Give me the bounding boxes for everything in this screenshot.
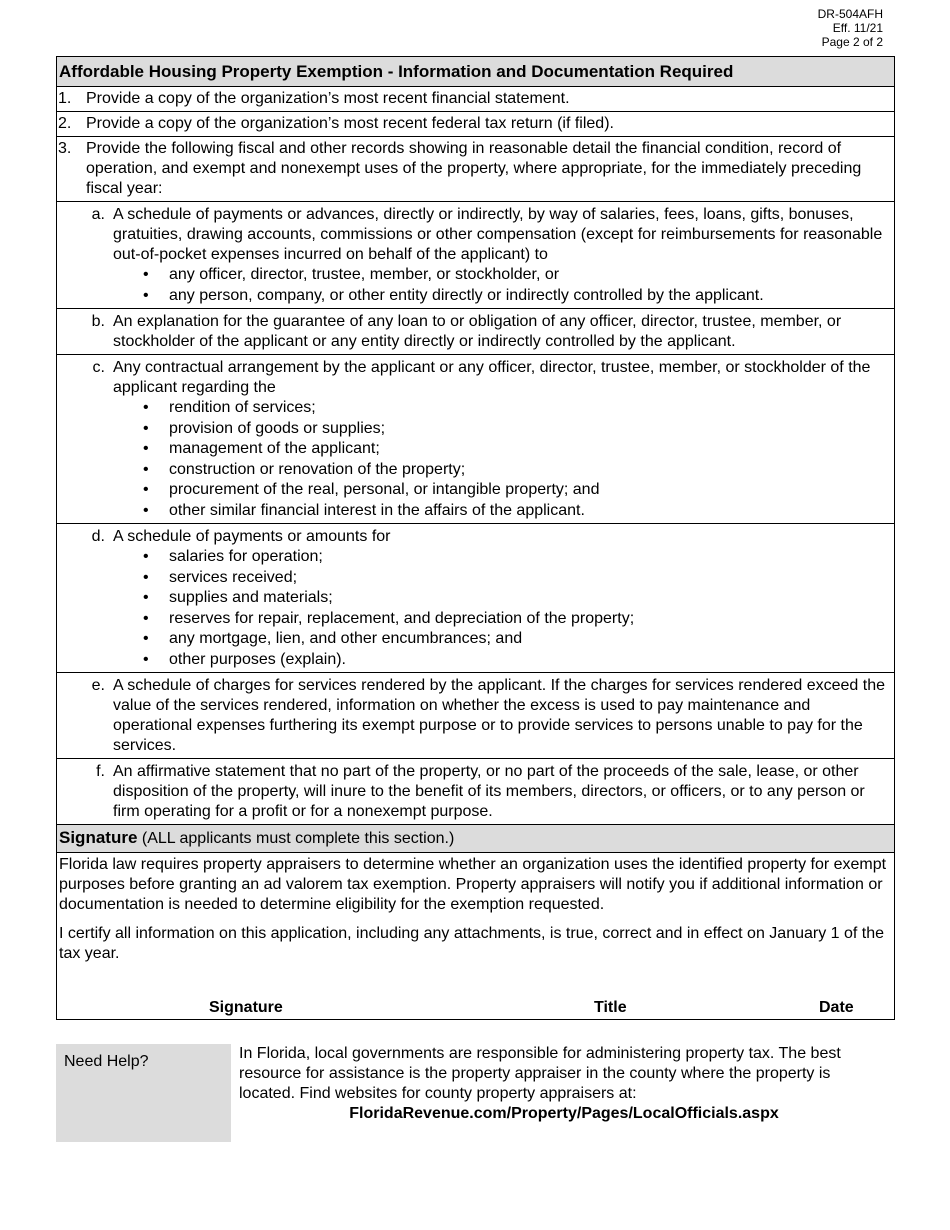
title-label: Title — [594, 999, 627, 1016]
item-row-3 — [57, 137, 894, 202]
subitem-text: An affirmative statement that no part of the property, or no part of the proceeds of the sale, lease, or other disposition of the property, will inure to the benefit of its members, directors, or officers, or to any person or firm operating for a profit or for a nonexempt purpose. — [113, 763, 865, 820]
signature-heading: Signature — [59, 828, 138, 847]
subitem-row-b — [57, 309, 894, 355]
item-row-2 — [57, 112, 894, 137]
subitem-letter: f. — [96, 763, 105, 780]
form-code: DR-504AFH — [817, 7, 883, 21]
signature-heading-note: (ALL applicants must complete this section.) — [141, 830, 455, 847]
bullet-item: • any officer, director, trustee, member, or stockholder, or — [113, 265, 890, 286]
subitem-letter: e. — [91, 677, 105, 694]
bullet-list — [113, 398, 890, 521]
subitem-row-a — [57, 202, 894, 309]
bullet-item: • reserves for repair, replacement, and depreciation of the property; — [113, 609, 890, 630]
help-text-block — [239, 1044, 889, 1124]
subitem-letter: b. — [91, 313, 105, 330]
subitem-row-f — [57, 759, 894, 825]
signature-section-body — [57, 853, 894, 1019]
subitem-letter: d. — [91, 528, 105, 545]
date-label: Date — [819, 999, 854, 1016]
subitem-text: A schedule of payments or advances, directly or indirectly, by way of salaries, fees, loans, gifts, bonuses, gratuities, drawing accounts, commissions or other compensation (except for reimbursements for reasonable out-of-pocket expenses incurred on behalf of the applicant) to — [113, 206, 883, 263]
signature-notice: Florida law requires property appraisers to determine whether an organization uses the identified property for exempt purposes before granting an ad valorem tax exemption. Property appraisers will notify you if additional information or documentation is needed to determine eligibility for the exemption requested. — [59, 856, 887, 913]
requirements-table — [56, 56, 895, 1020]
bullet-item: • any person, company, or other entity directly or indirectly controlled by the applicant. — [113, 286, 890, 307]
bullet-item: • services received; — [113, 568, 890, 589]
bullet-item: • any mortgage, lien, and other encumbrances; and — [113, 629, 890, 650]
bullet-item: • procurement of the real, personal, or intangible property; and — [113, 480, 890, 501]
bullet-list — [113, 265, 890, 306]
help-label: Need Help? — [64, 1053, 149, 1070]
bullet-list — [113, 547, 890, 670]
help-text: In Florida, local governments are responsible for administering property tax. The best resource for assistance is the property appraiser in the county where the property is located. Find websites for county property appraisers at: — [239, 1045, 841, 1102]
bullet-item: • construction or renovation of the property; — [113, 460, 890, 481]
subitem-text: An explanation for the guarantee of any loan to or obligation of any officer, director, trustee, member, or stockholder of the applicant or any entity directly or indirectly controlled by the applicant. — [113, 313, 842, 350]
item-text: Provide a copy of the organization’s most recent financial statement. — [86, 90, 570, 107]
signature-section-header — [57, 825, 894, 853]
form-effective-date: Eff. 11/21 — [832, 21, 883, 35]
subitem-text: Any contractual arrangement by the applicant or any officer, director, trustee, member, or stockholder of the applicant regarding the — [113, 359, 871, 396]
bullet-item: • supplies and materials; — [113, 588, 890, 609]
signature-line[interactable] — [57, 998, 894, 1018]
subitem-row-c — [57, 355, 894, 524]
page-number: Page 2 of 2 — [821, 35, 883, 49]
bullet-item: • rendition of services; — [113, 398, 890, 419]
item-number: 1. — [58, 90, 72, 107]
item-text: Provide the following fiscal and other records showing in reasonable detail the financial condition, record of operation, and exempt and nonexempt uses of the property, where appropriate, for the immediately preceding fiscal year: — [86, 140, 862, 197]
subitem-letter: c. — [92, 359, 105, 376]
bullet-item: • management of the applicant; — [113, 439, 890, 460]
subitem-row-e — [57, 673, 894, 759]
bullet-item: • salaries for operation; — [113, 547, 890, 568]
subitem-text: A schedule of payments or amounts for — [113, 528, 391, 545]
section-title: Affordable Housing Property Exemption - Information and Documentation Required — [57, 57, 894, 87]
item-number: 3. — [58, 140, 72, 157]
bullet-item: • provision of goods or supplies; — [113, 419, 890, 440]
form-identifier — [818, 7, 883, 49]
subitem-letter: a. — [91, 206, 105, 223]
subitem-text: A schedule of charges for services rendered by the applicant. If the charges for services rendered exceed the value of the services rendered, information on whether the excess is used to pay maintenance and operational expenses furthering its exempt purpose or to provide services to persons unable to pay for the services. — [113, 677, 885, 754]
certification-statement: I certify all information on this application, including any attachments, is true, correct and in effect on January 1 of the tax year. — [59, 925, 885, 962]
signature-label: Signature — [209, 999, 283, 1016]
item-number: 2. — [58, 115, 72, 132]
bullet-item: • other similar financial interest in the affairs of the applicant. — [113, 501, 890, 522]
bullet-item: • other purposes (explain). — [113, 650, 890, 671]
item-text: Provide a copy of the organization’s most recent federal tax return (if filed). — [86, 115, 614, 132]
help-box — [56, 1044, 231, 1142]
item-row-1 — [57, 87, 894, 112]
property-appraisers-link[interactable]: FloridaRevenue.com/Property/Pages/LocalOfficials.aspx — [349, 1105, 779, 1122]
subitem-row-d — [57, 524, 894, 673]
